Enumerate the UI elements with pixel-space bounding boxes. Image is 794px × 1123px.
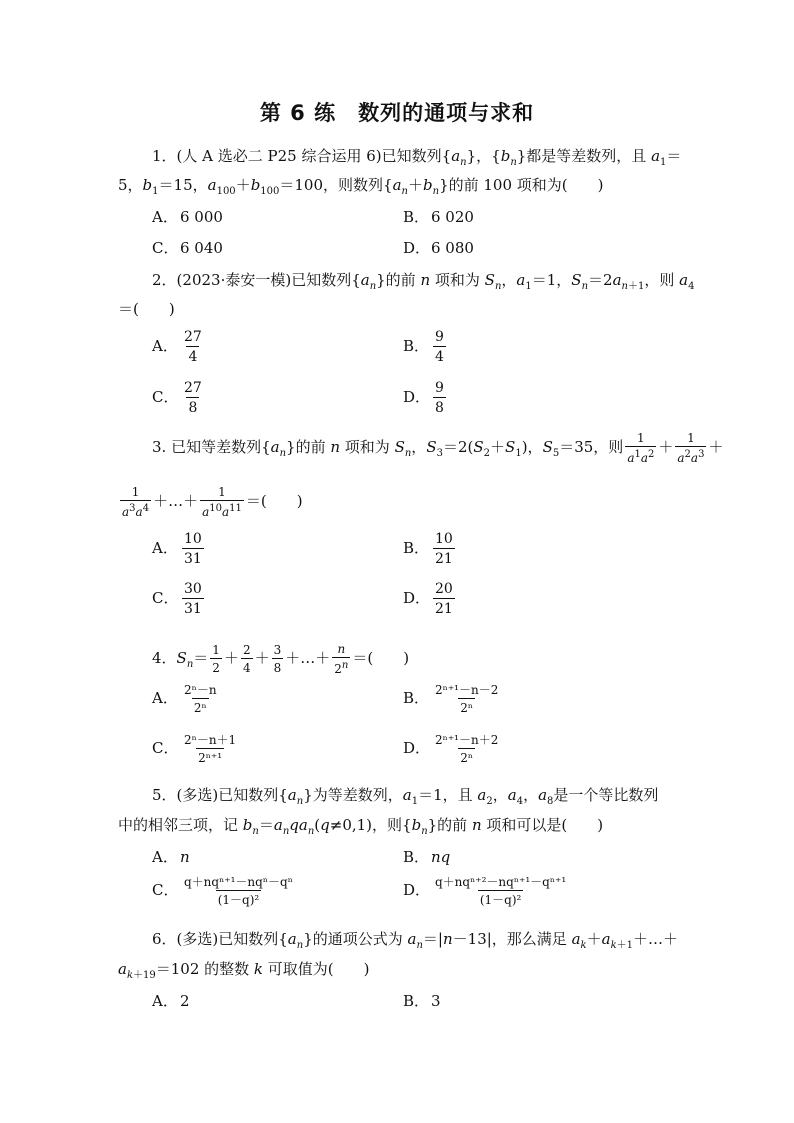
question-5-line-1: 5．(多选)已知数列$\{a_n\}$为等差数列，$a_1=1$，且 $a_2$，$a_4$，$a_8$是一个等比数列 [152,786,659,807]
question-4-option-c: C． $\frac{\text{2ⁿ－n＋1}}{\text{2ⁿ⁺¹}}$ [152,733,237,765]
question-1-option-d: D．6 080 [403,239,474,257]
question-6-line-1: 6．(多选)已知数列$\{a_n\}$的通项公式为 $a_n=|n-13|$，那么满足 $a_k+a_{k+1}+\dots+$ [152,930,679,951]
question-5-option-b: B． nq [403,848,451,866]
question-1-option-a: A． 6 000 [152,208,223,226]
question-4-option-b: B． $\frac{\text{2ⁿ⁺¹－n－2}}{\text{2ⁿ}}$ [403,683,499,715]
question-2-option-c: C． $\frac{27}{8}$ [152,380,202,416]
question-3-option-a: A． $\frac{10}{31}$ [152,531,202,567]
question-3-option-d: D． $\frac{20}{21}$ [403,581,453,617]
question-1-line-1: 1．(人 A 选必二 P25 综合运用 6)已知数列$\{a_n\}$，$\{b_n\}$都是等差数列，且 $a_1=$ [152,147,682,168]
question-2-option-d: D． $\frac{9}{8}$ [403,380,444,416]
question-2-line-1: 2．(2023·泰安一模)已知数列$\{a_n\}$的前 n 项和为 $S_n$，$a_1=1$，$S_n=2a_{n+1}$，则 $a_4$ [152,271,695,292]
question-3-line-2: $\frac{1}{a^3a^4}$ ＋…＋ $\frac{1}{a^{10}a^{11}}$ ＝( ) [122,485,303,519]
title-lesson-number: 第 6 练 [259,101,337,125]
question-6-option-b: B． 3 [403,992,441,1010]
question-2-line-2: ＝( ) [118,300,175,318]
question-2-option-a: A． $\frac{27}{4}$ [152,329,202,365]
question-5-line-2: 中的相邻三项，记 $b_n=a_nqa_n(q\ne 0,1)$，则$\{b_n\}$的前 n 项和可以是( ) [118,816,604,837]
question-5-option-c: C． $\frac{\text{q＋nqⁿ⁺¹－nqⁿ－qⁿ}}{\text{(1－q)²}}$ [152,875,293,907]
question-6-line-2: $a_{k+19}=102$ 的整数 k 可取值为( ) [118,960,370,981]
question-5-option-a: A． n [152,848,190,866]
question-3-option-c: C． $\frac{30}{31}$ [152,581,202,617]
question-5-option-d: D． $\frac{\text{q＋nqⁿ⁺²－nqⁿ⁺¹－qⁿ⁺¹}}{\text{(1－q)²}}$ [403,875,567,907]
question-3-line-1: 3. 已知等差数列$\{a_n\}$的前 n 项和为 $S_n$，$S_3=2(S_2+S_1)$，$S_5=35$，则 $\frac{1}{a^1a^2}$ ＋ $\frac{1}{a^2a^3}$ ＋ [152,431,724,465]
question-4-option-d: D． $\frac{\text{2ⁿ⁺¹－n＋2}}{\text{2ⁿ}}$ [403,733,499,765]
question-6-option-a: A． 2 [152,992,190,1010]
question-4-line-1: 4．$S_n=$ $\frac{1}{2}$ ＋ $\frac{2}{4}$ ＋ $\frac{3}{8}$ ＋…＋ $\frac{n}{2^n}$ ＝( ) [152,642,410,676]
question-1-option-b: B． 6 020 [403,208,474,226]
question-1-line-2: 5，$b_1=15$，$a_{100}+b_{100}=100$，则数列$\{a_n+b_n\}$的前 100 项和为( ) [118,176,604,197]
title-topic: 数列的通项与求和 [358,101,535,125]
question-3-option-b: B． $\frac{10}{21}$ [403,531,453,567]
question-4-option-a: A． $\frac{\text{2ⁿ－n}}{\text{2ⁿ}}$ [152,683,217,715]
question-2-option-b: B． $\frac{9}{4}$ [403,329,444,365]
page-title [0,97,794,127]
question-1-option-c: C． 6 040 [152,239,223,257]
